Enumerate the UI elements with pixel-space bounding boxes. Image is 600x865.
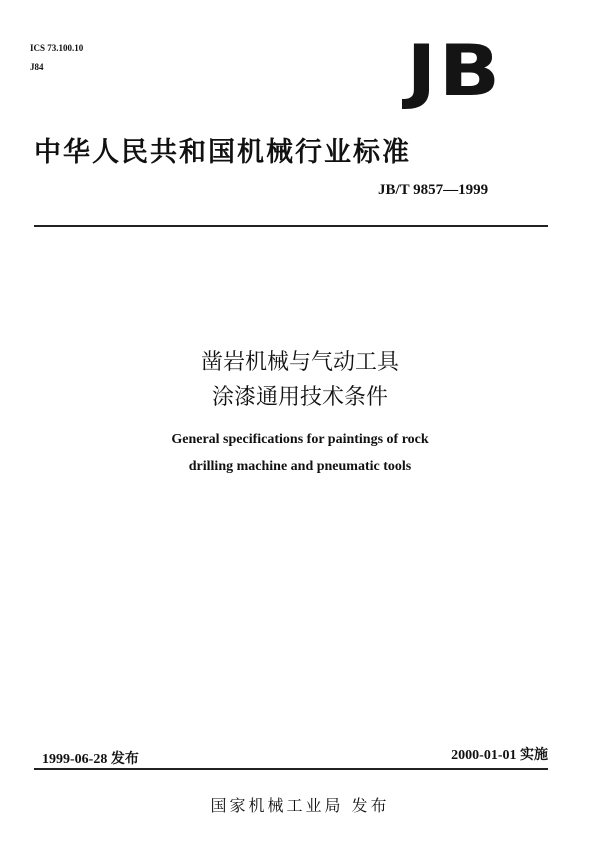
issue-date: 1999-06-28 发布 xyxy=(42,752,139,767)
publisher: 国家机械工业局 发布 xyxy=(210,796,390,815)
chinese-title-line-1: 凿岩机械与气动工具 xyxy=(200,350,399,375)
implementation-date: 2000-01-01 实施 xyxy=(451,748,548,763)
english-title-line-2: drilling machine and pneumatic tools xyxy=(188,459,412,474)
ccs-code: J84 xyxy=(30,62,44,72)
bottom-divider xyxy=(34,768,548,770)
english-title-line-1: General specifications for paintings of rock xyxy=(171,432,429,447)
jb-logo: JB xyxy=(406,30,502,112)
chinese-title-line-2: 涂漆通用技术条件 xyxy=(211,385,388,410)
top-divider xyxy=(34,225,548,227)
standard-number: JB/T 9857—1999 xyxy=(378,182,489,198)
ics-code: ICS 73.100.10 xyxy=(30,43,84,53)
organization-title: 中华人民共和国机械行业标准 xyxy=(34,137,411,168)
